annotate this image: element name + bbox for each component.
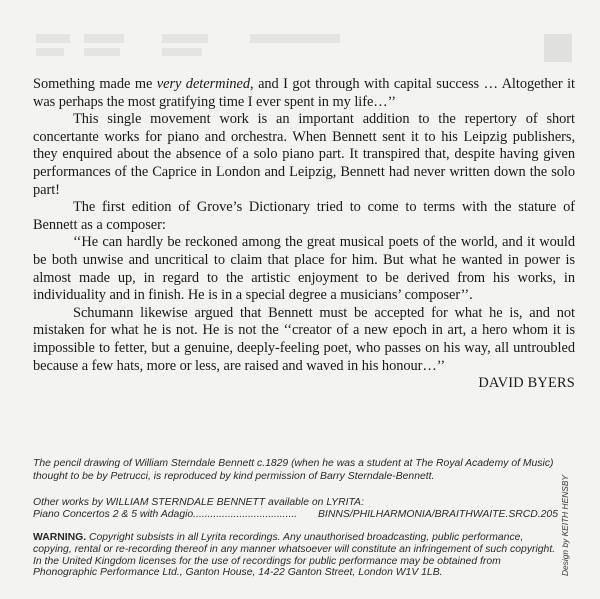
bleed-through-mark — [544, 34, 572, 62]
bleed-through-mark — [250, 34, 340, 43]
text-run: , and I got through with capital success … Altogether it was perhaps the most gratifying time I ever spent in my life…’’ — [33, 76, 575, 110]
bleed-through-mark — [84, 34, 124, 43]
emphasis-text: very determined — [156, 76, 251, 92]
bleed-through-mark — [84, 48, 120, 56]
caption-block — [33, 458, 558, 522]
author-signature: DAVID BYERS — [478, 375, 575, 392]
paragraph-schumann: Schumann likewise argued that Bennett must be accepted for what he is, and not mistaken for what he is not. He is not the ‘‘creator of a new epoch in art, a hero whom it is impossible to fetter, but a genuine, deeply-feeling poet, who passes on his way, all untroubled because a few hats, more or less, are raised and waved in his honour…’’ — [33, 304, 575, 374]
copyright-warning — [33, 532, 558, 579]
bleed-through-mark — [36, 48, 64, 56]
liner-notes-text — [33, 76, 575, 393]
bleed-through-mark — [36, 34, 70, 43]
bleed-through-mark — [162, 48, 202, 56]
other-works-entry — [33, 509, 558, 522]
paragraph-quote-end — [33, 76, 575, 111]
warning-text: Copyright subsists in all Lyrita recordings. Any unauthorised broadcasting, public performance, copying, rental or re-recording thereof in any manner whatsoever will constitute an infringement of such copyright. In the United Kingdom licenses for the use of recordings for public performance may be obtained from Phonographic Performance Ltd., Ganton House, 14-22 Ganton Street, London W1V 1LB. — [33, 532, 556, 579]
design-credit: Design by KEITH HENSBY — [560, 475, 570, 576]
paragraph-caprice: This single movement work is an important addition to the repertory of short concertante works for piano and orchestra. When Bennett sent it to his Leipzig publishers, they enquired about the absence of a solo piano part. It transpired that, despite having given performances of the Caprice in London and Leipzig, Bennett had never written down the solo part! — [33, 111, 575, 198]
paragraph-grove: The first edition of Grove’s Dictionary tried to come to terms with the stature of Bennett as a composer: — [33, 199, 575, 233]
paragraph-grove-quote: ‘‘He can hardly be reckoned among the great musical poets of the world, and it would be both unwise and uncritical to claim that place for him. But what he wanted in power is almost made up, in regard to the artistic enjoyment to be derived from his works, in individuality and in finish. He is in a special degree a musicians’ composer’’. — [33, 234, 575, 304]
text-run: Something made me — [33, 76, 157, 92]
work-reference: BINNS/PHILHARMONIA/BRAITHWAITE.SRCD.205 — [318, 509, 558, 521]
work-title: Piano Concertos 2 & 5 with Adagio.................................... — [33, 509, 298, 521]
other-works-heading: Other works by WILLIAM STERNDALE BENNETT available on LYRITA: — [33, 496, 364, 508]
drawing-caption: The pencil drawing of William Sterndale Bennett c.1829 (when he was a student at The Royal Academy of Music) thought to be by Petrucci, is reproduced by kind permission of Barry Sterndale-Bennett. — [33, 458, 554, 482]
bleed-through-mark — [162, 34, 208, 43]
warning-label: WARNING. — [33, 532, 87, 543]
